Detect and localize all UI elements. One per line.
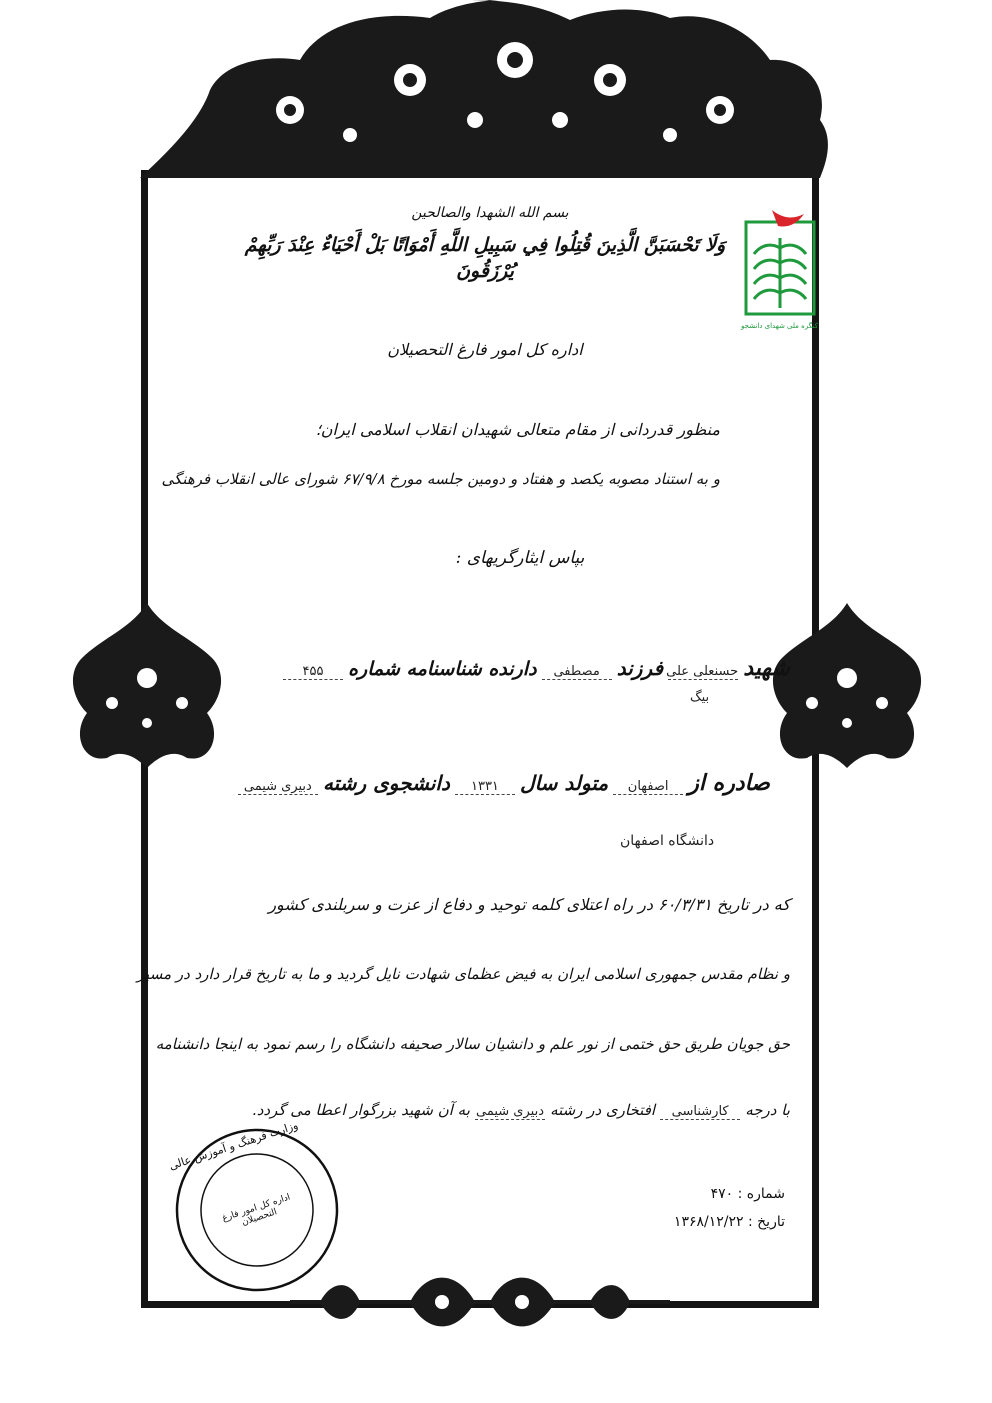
degree-label: با درجه bbox=[745, 1101, 790, 1119]
congress-logo bbox=[741, 208, 818, 330]
honorary-label: افتخاری در رشته bbox=[550, 1101, 656, 1119]
body-line-3: حق جویان طریق حق ختمی از نور علم و دانشیان سالار صحیفه دانشگاه را رسم نمود به اینجا دانشنامه bbox=[155, 1035, 790, 1053]
seal-inner-text: اداره کل امور فارغ التحصیلان bbox=[221, 1192, 292, 1228]
bottom-ornament bbox=[290, 1262, 670, 1342]
born-year: ۱۳۳۱ bbox=[455, 779, 515, 795]
bismillah: بسم الله الشهدا والصالحین bbox=[411, 205, 569, 221]
student-label: دانشجوی رشته bbox=[322, 771, 450, 795]
issued-label: صادره از bbox=[688, 770, 770, 796]
number-row bbox=[595, 1186, 785, 1202]
date-row bbox=[595, 1214, 785, 1230]
office-title: اداره کل امور فارغ التحصیلان bbox=[387, 340, 583, 359]
awarded-label: به آن شهید بزرگوار اعطا می گردد. bbox=[251, 1101, 470, 1119]
martyr-line-1 bbox=[230, 655, 790, 695]
born-label: متولد سال bbox=[520, 771, 609, 795]
name-extra: بیگ bbox=[690, 690, 710, 705]
verse: وَلَا تَحْسَبَنَّ الَّذِينَ قُتِلُوا فِي سَبِيلِ اللَّهِ أَمْوَاتًا بَلْ أَحْيَاءٌ عِنْدَ رَبِّهِمْ يُرْزَقُونَ bbox=[244, 234, 726, 282]
farzand-label: فرزند bbox=[616, 656, 664, 680]
id-label: دارنده شناسنامه شماره bbox=[348, 658, 537, 680]
father-name: مصطفی bbox=[542, 664, 612, 680]
field: دبیری شیمی bbox=[238, 779, 318, 795]
number-label: شماره : bbox=[737, 1186, 785, 1202]
date-value: ۱۳۶۸/۱۲/۲۲ bbox=[673, 1214, 744, 1230]
issued-place: اصفهان bbox=[613, 779, 683, 795]
id-number: ۴۵۵ bbox=[283, 664, 343, 680]
body-line-2: و نظام مقدس جمهوری اسلامی ایران به فیض عظمای شهادت نایل گردید و ما به تاریخ قرار دارد در مسیر bbox=[136, 965, 790, 983]
top-ornament bbox=[130, 0, 830, 185]
shahid-label: شهید bbox=[743, 655, 790, 681]
logo-caption: کنگره ملی شهدای دانشجو bbox=[741, 322, 818, 330]
degree-value: کارشناسی bbox=[660, 1104, 740, 1120]
body-line-4 bbox=[240, 1100, 790, 1120]
intro-line-3: بپاس ایثارگریهای : bbox=[455, 548, 585, 568]
intro-line-2: و به استناد مصوبه یکصد و هفتاد و دومین جلسه مورخ ۶۷/۹/۸ شورای عالی انقلاب فرهنگی bbox=[161, 470, 720, 488]
date-label: تاریخ : bbox=[747, 1214, 785, 1230]
body-line-1: که در تاریخ ۶۰/۳/۳۱ در راه اعتلای کلمه توحید و دفاع از عزت و سربلندی کشور bbox=[268, 895, 790, 914]
seal-outer-text: وزارت فرهنگ و آموزش عالی bbox=[167, 1118, 300, 1173]
martyr-name: حسنعلی علی bbox=[666, 664, 739, 679]
number-value: ۴۷۰ bbox=[710, 1186, 734, 1202]
martyr-line-2 bbox=[225, 770, 770, 810]
university: دانشگاه اصفهان bbox=[620, 833, 715, 849]
intro-line-1: منظور قدردانی از مقام متعالی شهیدان انقلاب اسلامی ایران؛ bbox=[315, 420, 720, 439]
degree-field: دبیری شیمی bbox=[476, 1104, 544, 1119]
top-ornament-shape bbox=[140, 0, 828, 178]
left-medallion bbox=[62, 598, 232, 770]
congress-logo-icon bbox=[742, 208, 818, 318]
